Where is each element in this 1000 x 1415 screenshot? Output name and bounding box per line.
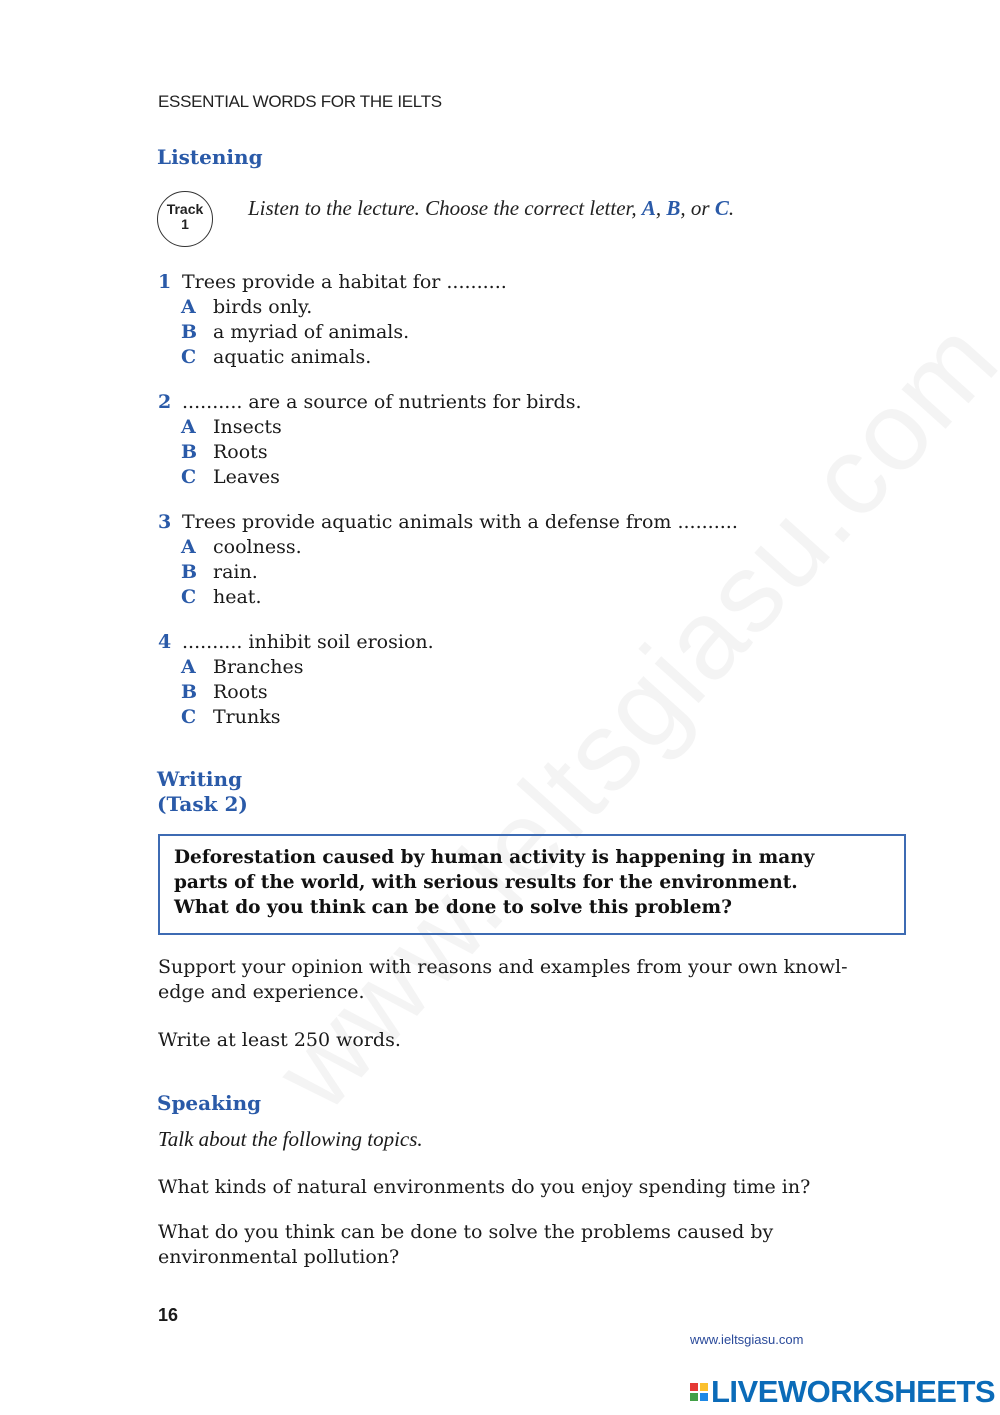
option-2b[interactable] [181, 440, 268, 465]
option-4b[interactable] [181, 680, 268, 705]
option-2a[interactable] [181, 415, 282, 440]
letter-a: A [641, 196, 656, 220]
option-letter: C [181, 706, 197, 728]
option-text: Roots [213, 681, 268, 703]
speaking-heading: Speaking [157, 1091, 262, 1115]
running-title: ESSENTIAL WORDS FOR THE IELTS [158, 92, 442, 111]
option-letter: C [181, 466, 197, 488]
writing-heading-line2: (Task 2) [157, 792, 248, 816]
site-url[interactable]: www.ieltsgiasu.com [690, 1332, 804, 1347]
prompt-line: Deforestation caused by human activity is happening in many [174, 847, 815, 868]
option-text: Leaves [213, 466, 280, 488]
letter-b: B [666, 196, 681, 220]
option-letter: A [181, 656, 196, 678]
option-text: a myriad of animals. [213, 321, 410, 343]
option-text: Roots [213, 441, 268, 463]
prompt-line: What do you think can be done to solve this problem? [174, 897, 732, 918]
option-text: heat. [213, 586, 262, 608]
option-letter: B [181, 561, 198, 583]
option-text: birds only. [213, 296, 313, 318]
comma: , [655, 196, 662, 220]
option-text: aquatic animals. [213, 346, 372, 368]
question-stem: Trees provide a habitat for .......... [182, 271, 507, 293]
question-stem: Trees provide aquatic animals with a defense from .......... [182, 511, 738, 533]
question-4 [158, 630, 434, 655]
option-letter: C [181, 346, 197, 368]
option-text: Branches [213, 656, 304, 678]
question-number: 2 [158, 391, 172, 413]
option-letter: C [181, 586, 197, 608]
question-number: 4 [158, 631, 172, 653]
track-number: 1 [181, 216, 189, 232]
option-text: Insects [213, 416, 282, 438]
page-number: 16 [158, 1305, 179, 1325]
writing-heading [157, 767, 248, 817]
option-letter: A [181, 536, 196, 558]
brand-name: LIVEWORKSHEETS [711, 1374, 996, 1409]
support-line: Support your opinion with reasons and examples from your own knowl- [158, 956, 848, 978]
option-3b[interactable] [181, 560, 258, 585]
writing-prompt-box [158, 834, 906, 935]
option-text: rain. [213, 561, 258, 583]
question-2 [158, 390, 581, 415]
option-2c[interactable] [181, 465, 280, 490]
watermark [250, 295, 1000, 1134]
support-line: edge and experience. [158, 981, 365, 1003]
word-count-instruction: Write at least 250 words. [158, 1029, 401, 1051]
question-1 [158, 270, 507, 295]
option-4a[interactable] [181, 655, 303, 680]
liveworksheets-icon [690, 1383, 708, 1401]
option-3a[interactable] [181, 535, 302, 560]
liveworksheets-logo[interactable] [690, 1374, 995, 1410]
question-number: 3 [158, 511, 172, 533]
option-1b[interactable] [181, 320, 409, 345]
option-3c[interactable] [181, 585, 261, 610]
option-1a[interactable] [181, 295, 312, 320]
question-line: What do you think can be done to solve the problems caused by [158, 1221, 774, 1243]
question-number: 1 [158, 271, 172, 293]
option-letter: B [181, 321, 198, 343]
period: . [728, 196, 735, 220]
option-text: coolness. [213, 536, 302, 558]
option-letter: B [181, 441, 198, 463]
option-1c[interactable] [181, 345, 371, 370]
question-stem: .......... are a source of nutrients for birds. [182, 391, 582, 413]
speaking-question-1: What kinds of natural environments do you enjoy spending time in? [158, 1176, 811, 1198]
instruction-text: Listen to the lecture. Choose the correct letter, [248, 196, 637, 220]
listening-heading: Listening [157, 145, 263, 169]
track-label: Track [166, 201, 204, 217]
prompt-line: parts of the world, with serious results for the environment. [174, 872, 798, 893]
option-letter: A [181, 296, 196, 318]
writing-heading-line1: Writing [157, 767, 243, 791]
speaking-question-2 [158, 1220, 773, 1270]
writing-support-text [158, 955, 848, 1005]
question-line: environmental pollution? [158, 1246, 400, 1268]
comma-or: , or [680, 196, 710, 220]
track-badge[interactable] [157, 191, 213, 247]
option-4c[interactable] [181, 705, 281, 730]
option-letter: B [181, 681, 198, 703]
question-stem: .......... inhibit soil erosion. [182, 631, 434, 653]
option-letter: A [181, 416, 196, 438]
letter-c: C [714, 196, 729, 220]
option-text: Trunks [213, 706, 281, 728]
speaking-instruction: Talk about the following topics. [158, 1127, 423, 1151]
question-3 [158, 510, 738, 535]
listening-instruction [248, 196, 734, 221]
